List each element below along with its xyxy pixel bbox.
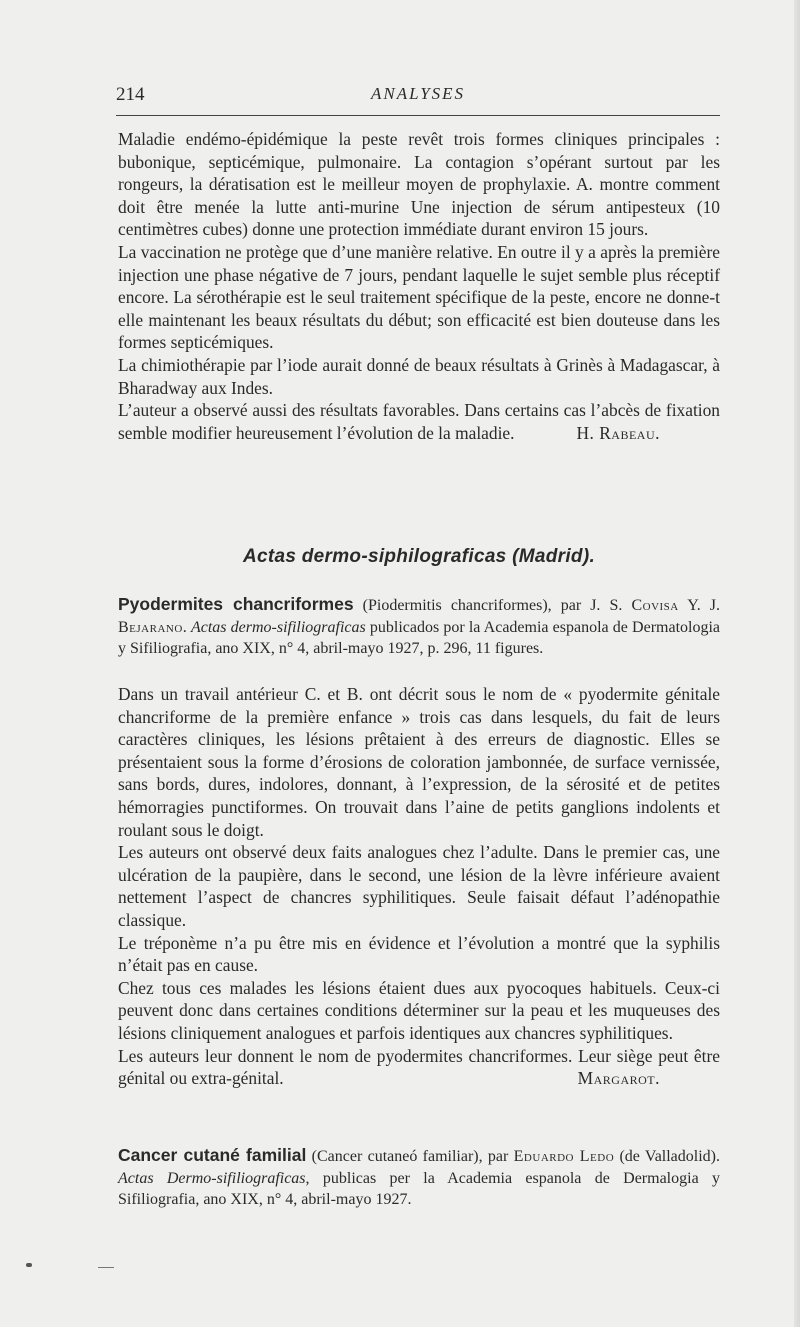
ink-dash (98, 1267, 114, 1268)
citation (118, 1145, 720, 1211)
paragraph: Les auteurs ont observé deux faits analogues chez l’adulte. Dans le premier cas, une ulcération de la paupière, dans le second, une lésion de la lèvre inférieure avaient nettement l’aspect de chancres syphilitiques. Seule faisait défaut l’adénopathie classique. (118, 842, 720, 930)
section-title: Actas dermo-siphilograficas (Madrid). (242, 546, 596, 567)
header-rule (116, 115, 720, 116)
citation-text: (Cancer cutaneó familiar), par (306, 1148, 514, 1165)
entry-heading: Cancer cutané familial (118, 1145, 307, 1165)
entry-cancer-citation (118, 1145, 720, 1211)
paragraph: Le tréponème n’a pu être mis en évidence et l’évolution a montré que la syphilis n’était pas en cause. (118, 932, 720, 976)
review-margarot (118, 683, 720, 1090)
citation-text: (Piodermitis chancriformes), par J. S. (353, 597, 632, 614)
paragraph: L’auteur a observé aussi des résultats favorables. Dans certains cas l’abcès de fixation semble modifier heureusement l’évolution de la maladie. (118, 400, 720, 443)
paragraph: Les auteurs leur donnent le nom de pyodermites chancriformes. Leur siège peut être génital ou extra-génital. (118, 1045, 720, 1089)
signature: Margarot. (577, 1068, 660, 1089)
citation (118, 594, 720, 660)
paragraph: La chimiothérapie par l’iode aurait donné de beaux résultats à Grinès à Madagascar, à Bharadway aux Indes. (118, 354, 720, 398)
author-name: Bejarano (118, 618, 183, 636)
signature: H. Rabeau. (576, 422, 660, 443)
page-number: 214 (116, 84, 145, 105)
page-edge-shadow (794, 0, 800, 1327)
paragraph: Chez tous ces malades les lésions étaient dues aux pyocoques habituels. Ceux-ci peuvent donc dans certaines conditions déterminer sur la peau et les muqueuses des lésions cliniquement analogues et parfois identiques aux chancres syphilitiques. (118, 977, 720, 1043)
citation-text: , publicas per la Academia espanola de Dermalogia y Sifiliografia, ano XIX, n° 4, abril-mayo 1927. (118, 1169, 720, 1208)
entry-heading: Pyodermites chancriformes (118, 594, 354, 614)
citation-text: publicados por la Academia espanola de Dermatologia y Sifiliografia, ano XIX, n° 4, abril-mayo 1927, p. 296, 11 figures. (118, 618, 721, 657)
page-header (116, 84, 720, 110)
citation-text: (de Valladolid). (614, 1148, 721, 1165)
paragraph: Dans un travail antérieur C. et B. ont décrit sous le nom de « pyodermite génitale chancriforme de la première enfance » trois cas dans lesquels, du fait de leurs caractères cliniques, les lésions prêtaient à des erreurs de diagnostic. Elles se présentaient sous la forme d’érosions de coloration jambonnée, de surface vernissée, sans bords, dures, indolores, donnant, à l’expression, de la sérosité et de petites hémorragies punctiformes. On trouvait dans l’aine de petits ganglions indolents et roulant sous le doigt. (118, 684, 720, 840)
citation-text: Y. J. (678, 597, 720, 614)
citation-text: . (182, 618, 191, 636)
ink-speck (26, 1263, 32, 1267)
review-rabeau (118, 128, 720, 444)
journal-title: Actas Dermo-sifiliograficas (118, 1169, 306, 1187)
author-name: Covisa (631, 597, 679, 614)
running-title: ANALYSES (370, 84, 466, 103)
journal-title: Actas dermo-sifiliograficas (190, 618, 366, 636)
entry-pyodermites-citation (118, 594, 720, 660)
author-name: Eduardo Ledo (513, 1148, 615, 1165)
paragraph: La vaccination ne protège que d’une manière relative. En outre il y a après la première injection une phase négative de 7 jours, pendant laquelle le sujet semble plus réceptif encore. La sérothérapie est le seul traitement spécifique de la peste, encore ne donne-t elle maintenant les beaux résultats du début; son efficacité est bien douteuse dans les formes septicémiques. (118, 241, 720, 353)
paragraph: Maladie endémo-épidémique la peste revêt trois formes cliniques principales : bubonique, septicémique, pulmonaire. La contagion s’opérant surtout par les rongeurs, la dératisation est le meilleur moyen de prophylaxie. A. montre comment doit être menée la lutte anti-murine Une injection de sérum antipesteux (10 centimètres cubes) donne une protection immédiate durant environ 15 jours. (118, 129, 720, 240)
